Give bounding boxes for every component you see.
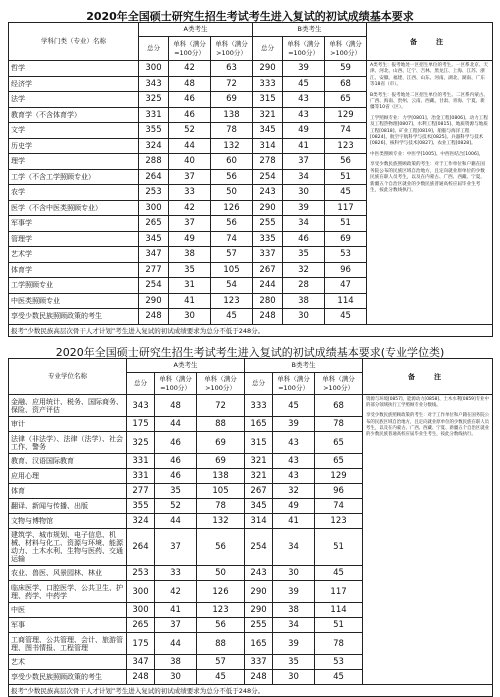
score-a: 105	[211, 262, 253, 278]
footnote-row	[9, 324, 493, 336]
score-b: 333	[245, 395, 273, 417]
score-b: 254	[245, 529, 273, 566]
score-b: 74	[325, 123, 367, 139]
score-a: 57	[197, 655, 245, 670]
score-b: 65	[315, 454, 363, 469]
discipline-name: 应用心理	[9, 469, 127, 484]
score-a: 31	[169, 278, 211, 294]
table-row	[9, 395, 493, 417]
score-b: 315	[245, 432, 273, 454]
score-a: 44	[155, 417, 197, 432]
score-a: 56	[197, 529, 245, 566]
score-b: 39	[273, 633, 315, 655]
score-a: 50	[197, 566, 245, 581]
score-b: 49	[283, 123, 325, 139]
total-header: 总分	[245, 373, 273, 395]
score-a: 74	[211, 231, 253, 247]
score-a: 325	[139, 92, 169, 108]
score-b: 47	[325, 278, 367, 294]
score-a: 175	[127, 417, 155, 432]
score-a: 37	[169, 216, 211, 232]
score-b: 51	[325, 169, 367, 185]
score-b: 345	[245, 499, 273, 514]
discipline-name: 翻译、新闻与传播、出版	[9, 499, 127, 514]
zone-b-header: B类考生	[253, 23, 367, 37]
score-a: 46	[155, 454, 197, 469]
score-b: 45	[325, 309, 367, 325]
discipline-name: 艺术	[9, 655, 127, 670]
score-b: 165	[245, 633, 273, 655]
footnote: 报考“少数民族高层次骨干人才计划”考生进入复试的初试成绩要求为总分不低于248分。	[9, 685, 493, 697]
score-a: 132	[197, 514, 245, 529]
score-a: 264	[127, 529, 155, 566]
score-b: 74	[315, 499, 363, 514]
discipline-name: 军事学	[9, 216, 139, 232]
score-a: 355	[127, 499, 155, 514]
score-b: 45	[273, 395, 315, 417]
discipline-name: 金融、应用统计、税务、国际商务、保险、资产评估	[9, 395, 127, 417]
discipline-name: 农学	[9, 185, 139, 201]
score-a: 30	[169, 309, 211, 325]
score-b: 43	[273, 454, 315, 469]
score-a: 35	[155, 484, 197, 499]
score-a: 324	[139, 138, 169, 154]
score-a: 253	[139, 185, 169, 201]
discipline-name: 文学	[9, 123, 139, 139]
score-b: 37	[283, 154, 325, 170]
score-b: 248	[245, 670, 273, 685]
score-b: 51	[315, 618, 363, 633]
score-b: 56	[325, 154, 367, 170]
score-b: 290	[245, 581, 273, 603]
discipline-name: 法律（非法学）、法律（法学）、社会工作、警务	[9, 432, 127, 454]
score-a: 56	[211, 169, 253, 185]
score-b: 51	[315, 529, 363, 566]
score-a: 46	[155, 469, 197, 484]
score-a: 138	[211, 107, 253, 123]
score-b: 35	[273, 655, 315, 670]
score-b: 333	[253, 76, 283, 92]
score-b: 39	[273, 581, 315, 603]
score-b: 41	[273, 514, 315, 529]
score-a: 33	[169, 185, 211, 201]
score-a: 72	[197, 395, 245, 417]
score-a: 254	[139, 278, 169, 294]
note-paragraph: 资源与环境[0857]、能源动力[0858]、土木水利[0859]专业中的部分领域执行工学照顾专业分数线。	[366, 397, 489, 409]
score-a: 69	[197, 432, 245, 454]
discipline-name: 哲学	[9, 61, 139, 77]
score-b: 45	[315, 566, 363, 581]
note-paragraph: A类考生：报考地处一区招生单位的考生。一区系北京、天津、河北、山西、辽宁、吉林、黑龙江、上海、江苏、浙江、安徽、福建、江西、山东、河南、湖北、湖南、广东等18省（市）。	[370, 63, 489, 88]
score-b: 78	[315, 633, 363, 655]
score-b: 38	[273, 603, 315, 618]
discipline-header: 专业学位名称	[9, 359, 127, 395]
score-b: 34	[283, 216, 325, 232]
notes-cell	[367, 61, 493, 325]
score-a: 46	[155, 432, 197, 454]
score-b: 53	[315, 655, 363, 670]
score-a: 126	[211, 200, 253, 216]
discipline-name: 享受少数民族照顾政策的考生	[9, 670, 127, 685]
score-a: 46	[169, 92, 211, 108]
score-a: 345	[139, 231, 169, 247]
score-b: 314	[245, 514, 273, 529]
score-a: 56	[197, 618, 245, 633]
discipline-name: 文物与博物馆	[9, 514, 127, 529]
score-b: 96	[315, 484, 363, 499]
score-a: 300	[139, 200, 169, 216]
score-b: 39	[283, 61, 325, 77]
zone-b-header: B类考生	[245, 359, 363, 373]
score-b: 267	[245, 484, 273, 499]
score-b: 123	[325, 138, 367, 154]
score-b: 35	[283, 247, 325, 263]
score-b: 68	[315, 395, 363, 417]
discipline-name: 农业、兽医、风景园林、林业	[9, 566, 127, 581]
note-paragraph: 享受少数民族照顾政策的考生：对于工作单位和户籍在国务院公布的民族区域自治地方，且定向就业原单位的少数民族在职人员考生，以及在内蒙古、广西、西藏、宁夏、新疆五个自治区就业的少数民族普通高校应届毕业生考生，按此分数线执行。	[370, 162, 485, 193]
score-a: 38	[169, 247, 211, 263]
score-a: 175	[127, 633, 155, 655]
discipline-name: 法学	[9, 92, 139, 108]
score-a: 69	[197, 454, 245, 469]
score-a: 37	[155, 529, 197, 566]
discipline-name: 理学	[9, 154, 139, 170]
score-b: 65	[325, 92, 367, 108]
score-a: 347	[139, 247, 169, 263]
notes-header: 备 注	[363, 359, 493, 395]
score-b: 254	[253, 169, 283, 185]
table-row	[9, 61, 493, 77]
score-a: 44	[155, 514, 197, 529]
discipline-name: 审计	[9, 417, 127, 432]
score-b: 51	[325, 216, 367, 232]
score-a: 265	[127, 618, 155, 633]
professional-score-table	[8, 358, 493, 697]
score-b: 248	[253, 309, 283, 325]
discipline-name: 历史学	[9, 138, 139, 154]
score-a: 56	[211, 216, 253, 232]
score-a: 300	[127, 581, 155, 603]
discipline-name: 工学照顾专业	[9, 278, 139, 294]
score-b: 32	[283, 262, 325, 278]
score-a: 42	[169, 61, 211, 77]
discipline-name: 享受少数民族照顾政策的考生	[9, 309, 139, 325]
note-paragraph: 中医类照顾专业：中医学[1005]、中西医结合[1006]。	[370, 151, 484, 157]
discipline-name: 建筑学、城市规划、电子信息、机械、材料与化工、资源与环境、能源动力、土木水利、生物与医药、交通运输	[9, 529, 127, 566]
score-b: 335	[253, 231, 283, 247]
score-a: 288	[139, 154, 169, 170]
score-a: 123	[197, 603, 245, 618]
discipline-name: 体育学	[9, 262, 139, 278]
score-a: 60	[211, 154, 253, 170]
score-b: 46	[283, 231, 325, 247]
score-b: 114	[325, 293, 367, 309]
single-le100-header: 单科（满分=100分）	[273, 373, 315, 395]
score-b: 45	[325, 185, 367, 201]
score-a: 49	[169, 231, 211, 247]
score-b: 315	[253, 92, 283, 108]
score-b: 117	[315, 581, 363, 603]
score-b: 165	[245, 417, 273, 432]
score-b: 69	[325, 231, 367, 247]
score-a: 52	[155, 499, 197, 514]
score-b: 59	[325, 61, 367, 77]
score-b: 43	[283, 92, 325, 108]
discipline-name: 管理学	[9, 231, 139, 247]
score-a: 331	[127, 469, 155, 484]
score-a: 45	[211, 309, 253, 325]
discipline-name: 中医	[9, 603, 127, 618]
score-b: 34	[273, 529, 315, 566]
score-a: 290	[139, 293, 169, 309]
total-header: 总分	[253, 37, 283, 61]
score-a: 46	[169, 107, 211, 123]
score-a: 347	[127, 655, 155, 670]
discipline-name: 工商管理、公共管理、会计、旅游管理、图书情报、工程管理	[9, 633, 127, 655]
score-b: 43	[283, 107, 325, 123]
score-b: 65	[315, 432, 363, 454]
score-a: 88	[197, 417, 245, 432]
total-header: 总分	[127, 373, 155, 395]
score-a: 248	[127, 670, 155, 685]
footnote-row	[9, 685, 493, 697]
score-b: 244	[253, 278, 283, 294]
score-a: 277	[127, 484, 155, 499]
score-a: 253	[127, 566, 155, 581]
discipline-name: 教育、汉语国际教育	[9, 454, 127, 469]
score-a: 45	[197, 670, 245, 685]
score-b: 96	[325, 262, 367, 278]
score-b: 321	[253, 107, 283, 123]
score-a: 331	[127, 454, 155, 469]
discipline-header: 学科门类（专业）名称	[9, 23, 139, 61]
score-b: 267	[253, 262, 283, 278]
score-a: 33	[155, 566, 197, 581]
score-b: 41	[283, 138, 325, 154]
score-a: 48	[169, 76, 211, 92]
score-b: 45	[283, 76, 325, 92]
discipline-name: 体育	[9, 484, 127, 499]
single-gt100-header: 单科（满分>100分）	[211, 37, 253, 61]
score-b: 43	[273, 432, 315, 454]
single-le100-header: 单科（满分=100分）	[169, 37, 211, 61]
score-b: 255	[253, 216, 283, 232]
score-a: 132	[211, 138, 253, 154]
discipline-name: 军事	[9, 618, 127, 633]
score-b: 255	[245, 618, 273, 633]
score-b: 30	[283, 309, 325, 325]
score-b: 243	[245, 566, 273, 581]
score-a: 300	[139, 61, 169, 77]
score-a: 54	[211, 278, 253, 294]
score-a: 41	[169, 293, 211, 309]
score-a: 78	[211, 123, 253, 139]
score-a: 44	[155, 633, 197, 655]
score-b: 45	[315, 670, 363, 685]
score-a: 35	[169, 262, 211, 278]
score-a: 264	[139, 169, 169, 185]
score-b: 28	[283, 278, 325, 294]
score-b: 280	[253, 293, 283, 309]
single-le100-header: 单科（满分=100分）	[155, 373, 197, 395]
score-a: 343	[139, 76, 169, 92]
score-b: 129	[315, 469, 363, 484]
score-a: 343	[127, 395, 155, 417]
score-b: 30	[283, 185, 325, 201]
score-b: 117	[325, 200, 367, 216]
score-a: 42	[155, 581, 197, 603]
table2-title: 2020年全国硕士研究生招生考试考生进入复试的初试成绩基本要求(专业学位类)	[55, 346, 445, 359]
single-le100-header: 单科（满分=100分）	[283, 37, 325, 61]
score-b: 30	[273, 566, 315, 581]
discipline-name: 医学（不含中医类照顾专业）	[9, 200, 139, 216]
score-a: 63	[211, 61, 253, 77]
score-b: 39	[283, 200, 325, 216]
score-b: 43	[273, 469, 315, 484]
score-a: 126	[197, 581, 245, 603]
score-b: 321	[245, 454, 273, 469]
note-paragraph: B类考生：报考地处二区招生单位的考生。二区系内蒙古、广西、海南、贵州、云南、西藏、甘肃、青海、宁夏、新疆等10省（区）。	[370, 92, 489, 111]
score-a: 37	[155, 618, 197, 633]
score-a: 69	[211, 92, 253, 108]
discipline-name: 经济学	[9, 76, 139, 92]
score-b: 34	[283, 169, 325, 185]
score-a: 42	[169, 200, 211, 216]
score-a: 37	[169, 169, 211, 185]
score-b: 243	[253, 185, 283, 201]
note-paragraph: 工学照顾专业：力学[0801]、冶金工程[0806]、动力工程及工程热物理[0807]、水利工程[0815]、地质资源与地质工程[0818]、矿业工程[0819]、船舶与海洋工程[0824]、航空宇航科学与技术[0825]、兵器科学与技术[0826]、核科学与技术[0827]、农业工程[0828]。	[370, 115, 488, 147]
score-a: 38	[155, 655, 197, 670]
single-gt100-header: 单科（满分>100分）	[197, 373, 245, 395]
score-a: 325	[127, 432, 155, 454]
discipline-name: 中医类照顾专业	[9, 293, 139, 309]
score-a: 44	[169, 138, 211, 154]
score-a: 265	[139, 216, 169, 232]
score-a: 57	[211, 247, 253, 263]
score-a: 248	[139, 309, 169, 325]
score-b: 345	[253, 123, 283, 139]
score-b: 114	[315, 603, 363, 618]
score-a: 355	[139, 123, 169, 139]
score-b: 49	[273, 499, 315, 514]
score-a: 41	[155, 603, 197, 618]
score-b: 290	[253, 200, 283, 216]
discipline-name: 艺术学	[9, 247, 139, 263]
score-a: 105	[197, 484, 245, 499]
score-a: 48	[155, 395, 197, 417]
score-b: 321	[245, 469, 273, 484]
total-header: 总分	[139, 37, 169, 61]
discipline-name: 临床医学、口腔医学、公共卫生、护理、药学、中药学	[9, 581, 127, 603]
score-a: 277	[139, 262, 169, 278]
score-b: 337	[245, 655, 273, 670]
score-b: 129	[325, 107, 367, 123]
score-b: 68	[325, 76, 367, 92]
table1-title: 2020年全国硕士研究生招生考试考生进入复试的初试成绩基本要求	[86, 10, 414, 23]
academic-score-table	[8, 22, 493, 337]
score-a: 123	[211, 293, 253, 309]
score-b: 32	[273, 484, 315, 499]
zone-a-header: A类考生	[127, 359, 245, 373]
score-a: 300	[127, 603, 155, 618]
score-b: 38	[283, 293, 325, 309]
score-b: 53	[325, 247, 367, 263]
score-b: 34	[273, 618, 315, 633]
score-b: 290	[253, 61, 283, 77]
discipline-name: 工学（不含工学照顾专业）	[9, 169, 139, 185]
notes-cell	[363, 395, 493, 685]
zone-a-header: A类考生	[139, 23, 253, 37]
score-b: 78	[315, 417, 363, 432]
score-b: 123	[315, 514, 363, 529]
footnote: 报考“少数民族高层次骨干人才计划”考生进入复试的初试成绩要求为总分不低于248分。	[9, 324, 493, 336]
score-a: 72	[211, 76, 253, 92]
score-a: 40	[169, 154, 211, 170]
score-a: 50	[211, 185, 253, 201]
score-a: 78	[197, 499, 245, 514]
notes-header: 备 注	[367, 23, 493, 61]
discipline-name: 教育学（不含体育学）	[9, 107, 139, 123]
score-b: 39	[273, 417, 315, 432]
single-gt100-header: 单科（满分>100分）	[325, 37, 367, 61]
score-b: 290	[245, 603, 273, 618]
score-a: 88	[197, 633, 245, 655]
score-a: 30	[155, 670, 197, 685]
score-a: 52	[169, 123, 211, 139]
score-a: 138	[197, 469, 245, 484]
score-a: 331	[139, 107, 169, 123]
score-b: 314	[253, 138, 283, 154]
score-b: 337	[253, 247, 283, 263]
note-paragraph: 享受少数民族照顾政策的考生：对于工作单位和户籍在国务院公布的民族区域自治地方，且定向就业原单位的少数民族在职人员考生，以及在内蒙古、广西、西藏、宁夏、新疆五个自治区就业的少数民族普通高校应届毕业生考生，按此分数线执行。	[366, 413, 489, 438]
score-a: 324	[127, 514, 155, 529]
score-b: 278	[253, 154, 283, 170]
single-gt100-header: 单科（满分>100分）	[315, 373, 363, 395]
score-b: 30	[273, 670, 315, 685]
